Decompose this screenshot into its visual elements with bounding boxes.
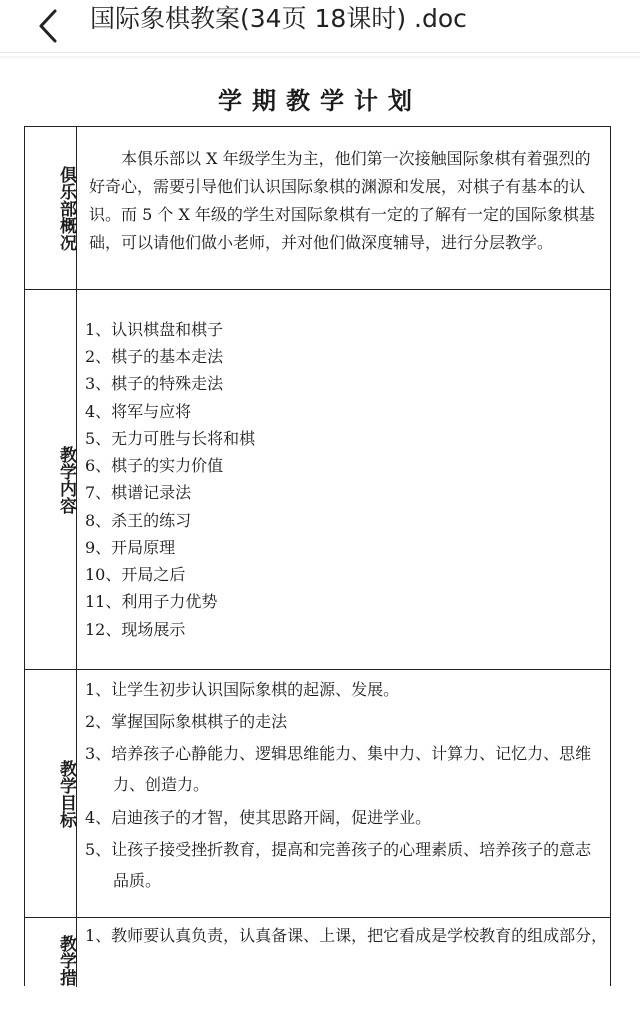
row-label-cell: [25, 290, 77, 669]
list-item: 1、让学生初步认识国际象棋的起源、发展。: [85, 680, 400, 699]
row-label-cell: [25, 127, 77, 289]
table-row-goals: [25, 670, 610, 918]
top-bar: [0, 0, 640, 53]
list-item: 10、开局之后: [85, 565, 186, 584]
list-item: 1、认识棋盘和棋子: [85, 320, 224, 339]
row-label: 教学内容: [56, 446, 76, 514]
list-item: 8、杀王的练习: [85, 511, 192, 530]
list-item: 4、将军与应将: [85, 402, 192, 421]
row-label: 教学目标: [56, 760, 76, 828]
document-page: [0, 58, 640, 1012]
document-title: 国际象棋教案(34页 18课时) .doc: [90, 4, 467, 33]
row-content: [77, 290, 610, 669]
list-item: 2、棋子的基本走法: [85, 347, 224, 366]
list-item: 1、教师要认真负责，认真备课、上课，把它看成是学校教育的组成部分，: [85, 926, 608, 945]
overview-paragraph: 本俱乐部以 X 年级学生为主，他们第一次接触国际象棋有着强烈的好奇心，需要引导他们认识国际象棋的渊源和发展，对棋子有基本的认识。而 5 个 X 年级的学生对国际象棋有一定的了解有一定的国际象棋基础，可以请他们做小老师，并对他们做深度辅导，进行分层教学。: [89, 149, 595, 252]
list-item: 12、现场展示: [85, 620, 186, 639]
row-content: [77, 670, 610, 917]
table-row-overview: [25, 127, 610, 290]
list-item: 6、棋子的实力价值: [85, 456, 224, 475]
list-item: 5、无力可胜与长将和棋: [85, 429, 256, 448]
table-row-measures: [25, 918, 610, 987]
list-item: 3、培养孩子心静能力、逻辑思维能力、集中力、计算力、记忆力、思维力、创造力。: [85, 744, 592, 794]
row-content: [77, 127, 610, 289]
plan-title: 学期教学计划: [218, 86, 422, 115]
list-item: 2、掌握国际象棋棋子的走法: [85, 712, 288, 731]
list-item: 5、让孩子接受挫折教育，提高和完善孩子的心理素质、培养孩子的意志品质。: [85, 840, 592, 890]
plan-table: [24, 126, 611, 986]
list-item: 7、棋谱记录法: [85, 483, 192, 502]
row-label: 教学措: [56, 934, 76, 986]
row-label-cell: [25, 918, 77, 987]
list-item: 4、启迪孩子的才智，使其思路开阔，促进学业。: [85, 808, 432, 827]
row-content: [77, 918, 610, 987]
table-row-content: [25, 290, 610, 670]
row-label-cell: [25, 670, 77, 917]
list-item: 9、开局原理: [85, 538, 176, 557]
document-viewer[interactable]: [0, 56, 640, 1012]
back-button[interactable]: [30, 4, 74, 48]
list-item: 11、利用子力优势: [85, 592, 218, 611]
chevron-left-icon: [36, 8, 60, 44]
row-label: 俱乐部概况: [56, 165, 76, 251]
list-item: 3、棋子的特殊走法: [85, 374, 224, 393]
